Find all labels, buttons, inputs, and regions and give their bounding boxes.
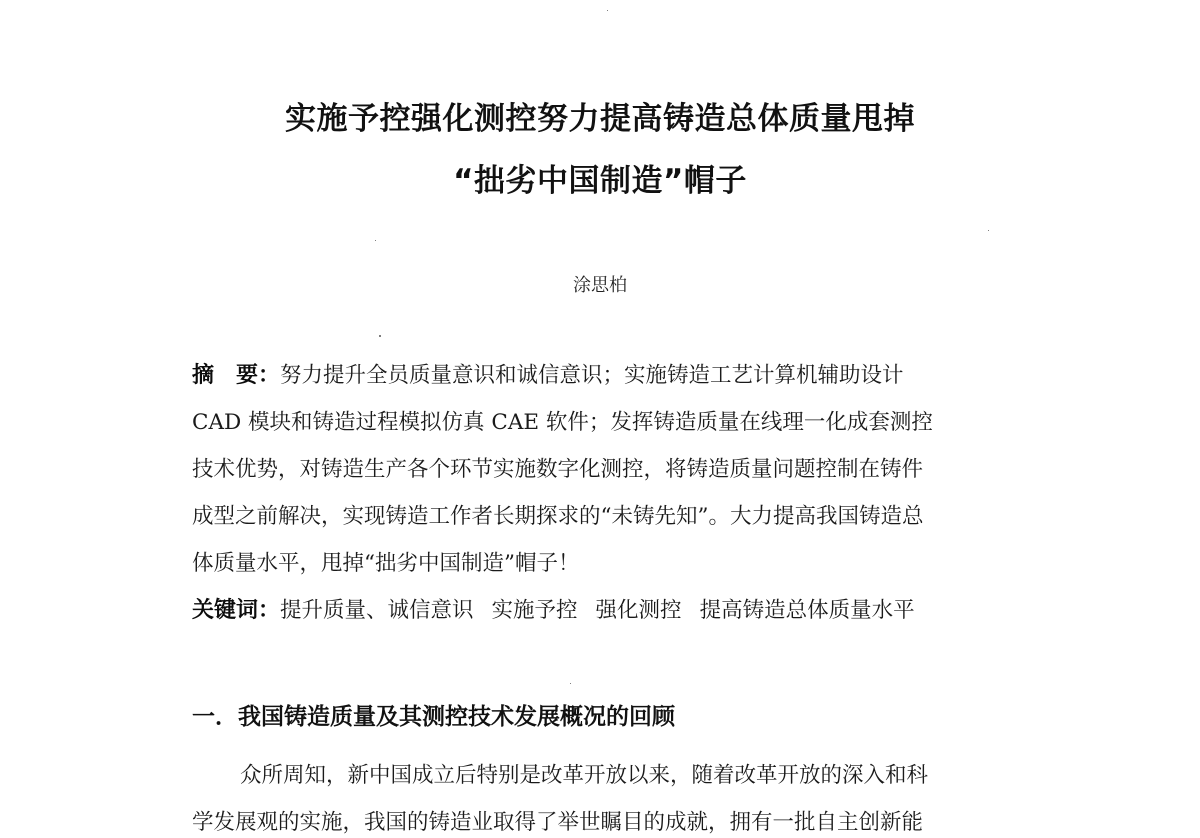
paragraph-line-1: 众所周知，新中国成立后特别是改革开放以来，随着改革开放的深入和科 (240, 763, 929, 788)
scan-speck (988, 230, 989, 231)
scan-speck (570, 683, 571, 684)
paper-title-line-2: “拙劣中国制造”帽子 (453, 163, 747, 199)
paper-title-line-1: 实施予控强化测控努力提高铸造总体质量甩掉 (285, 101, 915, 137)
paragraph-line-2: 学发展观的实施，我国的铸造业取得了举世瞩目的成就，拥有一批自主创新能 (192, 810, 924, 835)
scan-speck (607, 10, 608, 11)
abstract-line-2: CAD 模块和铸造过程模拟仿真 CAE 软件；发挥铸造质量在线理一化成套测控 (192, 410, 933, 435)
abstract-label: 摘 要： (192, 363, 281, 388)
abstract-line-3: 技术优势，对铸造生产各个环节实施数字化测控，将铸造质量问题控制在铸件 (192, 457, 924, 482)
keyword-item: 实施予控 (491, 598, 578, 623)
author-name: 涂思柏 (573, 275, 627, 296)
abstract-line-1 (192, 361, 904, 391)
keyword-item: 提高铸造总体质量水平 (699, 598, 915, 623)
section-heading: 一．我国铸造质量及其测控技术发展概况的回顾 (192, 704, 675, 730)
keyword-item: 强化测控 (595, 598, 682, 623)
abstract-text-1: 努力提升全员质量意识和诚信意识；实施铸造工艺计算机辅助设计 (280, 363, 904, 388)
keywords-line (192, 596, 915, 626)
scan-speck (375, 240, 376, 241)
abstract-line-4: 成型之前解决，实现铸造工作者长期探求的“未铸先知”。大力提高我国铸造总 (192, 504, 924, 529)
scan-speck (379, 335, 381, 337)
keywords-label: 关键词： (192, 598, 281, 623)
abstract-line-5: 体质量水平，甩掉“拙劣中国制造”帽子！ (192, 551, 580, 576)
keyword-item: 提升质量、诚信意识 (280, 598, 474, 623)
